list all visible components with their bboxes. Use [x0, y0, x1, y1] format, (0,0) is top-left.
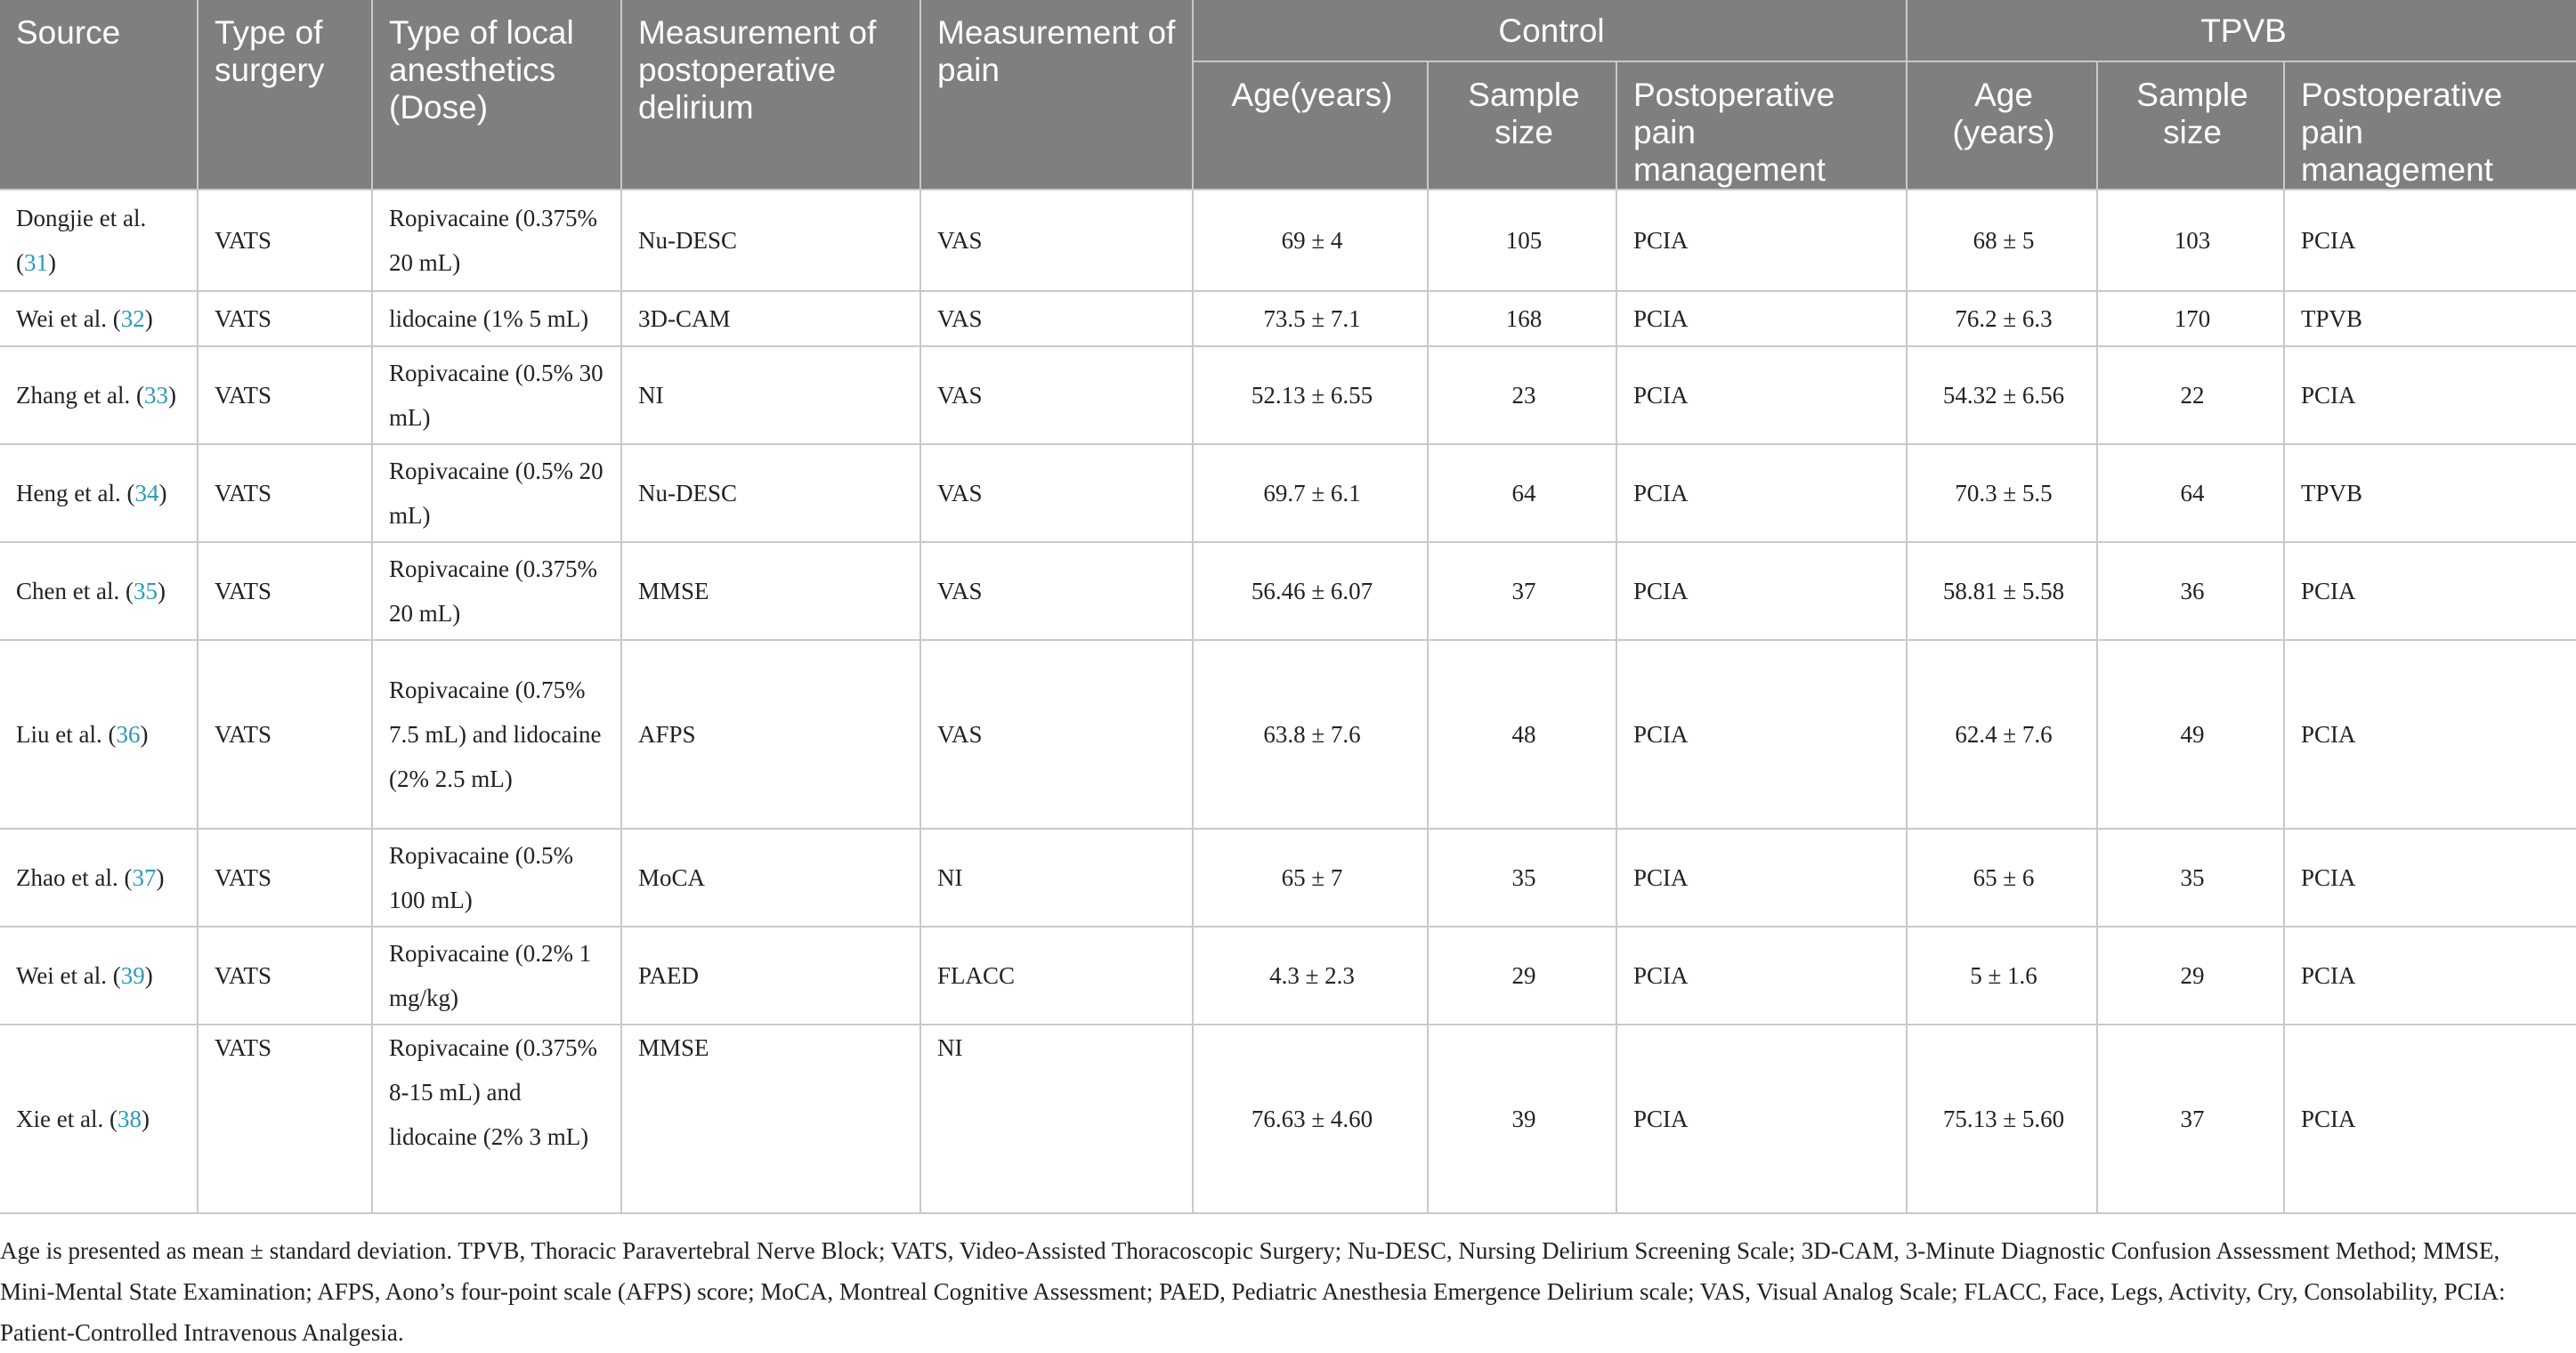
- tpvb-sample-size-cell: 29: [2097, 927, 2284, 1025]
- tpvb-age-cell: 5 ± 1.6: [1907, 927, 2097, 1025]
- delirium-measure-cell: NI: [621, 346, 920, 444]
- source-cell: Dongjie et al. (31): [0, 190, 198, 291]
- tpvb-pain-management-cell: PCIA: [2284, 542, 2576, 640]
- header-tpvb-sample-size: Sample size: [2097, 61, 2284, 190]
- header-control-sample-size: Sample size: [1428, 61, 1616, 190]
- control-sample-size-cell: 29: [1428, 927, 1616, 1025]
- surgery-type-cell: VATS: [198, 444, 372, 542]
- pain-measure-cell: VAS: [920, 190, 1193, 291]
- source-author: Heng et al.: [16, 480, 121, 506]
- source-author: Zhang et al.: [16, 382, 131, 409]
- pain-measure-cell: VAS: [920, 291, 1193, 346]
- tpvb-pain-management-cell: TPVB: [2284, 444, 2576, 542]
- reference-link[interactable]: 33: [143, 382, 168, 409]
- source-author: Wei et al.: [16, 962, 108, 989]
- header-measurement-pain: Measurement of pain: [920, 0, 1193, 190]
- control-sample-size-cell: 23: [1428, 346, 1616, 444]
- source-cell: Liu et al. (36): [0, 640, 198, 829]
- control-sample-size-cell: 48: [1428, 640, 1616, 829]
- tpvb-pain-management-cell: PCIA: [2284, 829, 2576, 927]
- anesthetic-cell: Ropivacaine (0.375% 20 mL): [372, 190, 621, 291]
- anesthetic-cell: Ropivacaine (0.375% 8-15 mL) and lidocaine (2% 3 mL): [372, 1025, 621, 1213]
- tpvb-sample-size-cell: 36: [2097, 542, 2284, 640]
- reference-link[interactable]: 38: [117, 1106, 142, 1132]
- header-tpvb-age: Age (years): [1907, 61, 2097, 190]
- header-group-tpvb: TPVB: [1907, 0, 2576, 61]
- anesthetic-cell: Ropivacaine (0.75% 7.5 mL) and lidocaine (2% 2.5 mL): [372, 640, 621, 829]
- delirium-measure-cell: MMSE: [621, 1025, 920, 1213]
- tpvb-sample-size-cell: 22: [2097, 346, 2284, 444]
- control-pain-management-cell: PCIA: [1616, 542, 1907, 640]
- tpvb-age-cell: 76.2 ± 6.3: [1907, 291, 2097, 346]
- anesthetic-cell: Ropivacaine (0.5% 30 mL): [372, 346, 621, 444]
- tpvb-sample-size-cell: 35: [2097, 829, 2284, 927]
- delirium-measure-cell: Nu-DESC: [621, 190, 920, 291]
- tpvb-sample-size-cell: 49: [2097, 640, 2284, 829]
- surgery-type-cell: VATS: [198, 1025, 372, 1213]
- control-age-cell: 69 ± 4: [1193, 190, 1428, 291]
- anesthetic-cell: Ropivacaine (0.5% 100 mL): [372, 829, 621, 927]
- control-age-cell: 63.8 ± 7.6: [1193, 640, 1428, 829]
- control-sample-size-cell: 39: [1428, 1025, 1616, 1213]
- header-tpvb-pain-management: Postoperative pain management: [2284, 61, 2576, 190]
- tpvb-pain-management-cell: TPVB: [2284, 291, 2576, 346]
- anesthetic-cell: Ropivacaine (0.2% 1 mg/kg): [372, 927, 621, 1025]
- table-footnote: Age is presented as mean ± standard deviation. TPVB, Thoracic Paravertebral Nerve Block; VATS, Video-Assisted Thoracoscopic Surgery; Nu-DESC, Nursing Delirium Screening Scale; 3D-CAM, 3-Minute Diagnostic Confusion Assessment Method; MMSE, Mini-Mental State Examination; AFPS, Aono’s four-point scale (AFPS) score; MoCA, Montreal Cognitive Assessment; PAED, Pediatric Anesthesia Emergence Delirium scale; VAS, Visual Analog Scale; FLACC, Face, Legs, Activity, Cry, Consolability, PCIA: Patient-Controlled Intravenous Analgesia.: [0, 1237, 2506, 1346]
- header-source: Source: [0, 0, 198, 190]
- source-cell: Xie et al. (38): [0, 1025, 198, 1213]
- control-pain-management-cell: PCIA: [1616, 927, 1907, 1025]
- source-author: Xie et al.: [16, 1106, 104, 1132]
- anesthetic-cell: lidocaine (1% 5 mL): [372, 291, 621, 346]
- source-cell: Zhang et al. (33): [0, 346, 198, 444]
- delirium-measure-cell: Nu-DESC: [621, 444, 920, 542]
- table-row: [0, 291, 2576, 346]
- surgery-type-cell: VATS: [198, 640, 372, 829]
- pain-measure-cell: VAS: [920, 542, 1193, 640]
- control-pain-management-cell: PCIA: [1616, 444, 1907, 542]
- control-age-cell: 69.7 ± 6.1: [1193, 444, 1428, 542]
- source-author: Chen et al.: [16, 578, 120, 604]
- control-pain-management-cell: PCIA: [1616, 829, 1907, 927]
- control-pain-management-cell: PCIA: [1616, 346, 1907, 444]
- reference-link[interactable]: 31: [24, 249, 48, 276]
- control-age-cell: 52.13 ± 6.55: [1193, 346, 1428, 444]
- surgery-type-cell: VATS: [198, 190, 372, 291]
- control-pain-management-cell: PCIA: [1616, 291, 1907, 346]
- tpvb-sample-size-cell: 64: [2097, 444, 2284, 542]
- control-age-cell: 65 ± 7: [1193, 829, 1428, 927]
- table-row: [0, 927, 2576, 1025]
- tpvb-sample-size-cell: 103: [2097, 190, 2284, 291]
- header-control-pain-management: Postoperative pain management: [1616, 61, 1907, 190]
- delirium-measure-cell: MoCA: [621, 829, 920, 927]
- control-sample-size-cell: 64: [1428, 444, 1616, 542]
- tpvb-pain-management-cell: PCIA: [2284, 346, 2576, 444]
- source-author: Dongjie et al.: [16, 205, 147, 231]
- delirium-measure-cell: MMSE: [621, 542, 920, 640]
- pain-measure-cell: VAS: [920, 444, 1193, 542]
- table-row: [0, 542, 2576, 640]
- tpvb-sample-size-cell: 170: [2097, 291, 2284, 346]
- surgery-type-cell: VATS: [198, 291, 372, 346]
- source-author: Wei et al.: [16, 305, 108, 332]
- tpvb-age-cell: 65 ± 6: [1907, 829, 2097, 927]
- tpvb-sample-size-cell: 37: [2097, 1025, 2284, 1213]
- control-age-cell: 73.5 ± 7.1: [1193, 291, 1428, 346]
- surgery-type-cell: VATS: [198, 927, 372, 1025]
- delirium-measure-cell: AFPS: [621, 640, 920, 829]
- source-cell: Chen et al. (35): [0, 542, 198, 640]
- tpvb-age-cell: 70.3 ± 5.5: [1907, 444, 2097, 542]
- pain-measure-cell: FLACC: [920, 927, 1193, 1025]
- anesthetic-cell: Ropivacaine (0.5% 20 mL): [372, 444, 621, 542]
- table-row: [0, 346, 2576, 444]
- delirium-measure-cell: PAED: [621, 927, 920, 1025]
- tpvb-age-cell: 68 ± 5: [1907, 190, 2097, 291]
- table-row: [0, 190, 2576, 291]
- source-author: Zhao et al.: [16, 864, 118, 891]
- control-sample-size-cell: 37: [1428, 542, 1616, 640]
- reference-link[interactable]: 36: [116, 721, 141, 748]
- control-pain-management-cell: PCIA: [1616, 190, 1907, 291]
- control-sample-size-cell: 105: [1428, 190, 1616, 291]
- reference-link[interactable]: 35: [133, 578, 158, 604]
- table-row: [0, 1025, 2576, 1213]
- header-group-control: Control: [1193, 0, 1907, 61]
- pain-measure-cell: VAS: [920, 346, 1193, 444]
- tpvb-age-cell: 58.81 ± 5.58: [1907, 542, 2097, 640]
- surgery-type-cell: VATS: [198, 829, 372, 927]
- control-age-cell: 76.63 ± 4.60: [1193, 1025, 1428, 1213]
- surgery-type-cell: VATS: [198, 346, 372, 444]
- tpvb-age-cell: 62.4 ± 7.6: [1907, 640, 2097, 829]
- pain-measure-cell: NI: [920, 1025, 1193, 1213]
- control-age-cell: 56.46 ± 6.07: [1193, 542, 1428, 640]
- reference-link[interactable]: 34: [134, 480, 159, 506]
- header-measurement-delirium: Measurement of postoperative delirium: [621, 0, 920, 190]
- control-pain-management-cell: PCIA: [1616, 640, 1907, 829]
- source-cell: Wei et al. (39): [0, 927, 198, 1025]
- tpvb-pain-management-cell: PCIA: [2284, 640, 2576, 829]
- tpvb-age-cell: 75.13 ± 5.60: [1907, 1025, 2097, 1213]
- header-type-of-surgery: Type of surgery: [198, 0, 372, 190]
- surgery-type-cell: VATS: [198, 542, 372, 640]
- header-type-of-anesthetics: Type of local anesthetics (Dose): [372, 0, 621, 190]
- table-row: [0, 829, 2576, 927]
- reference-link[interactable]: 39: [120, 962, 145, 989]
- control-sample-size-cell: 168: [1428, 291, 1616, 346]
- delirium-measure-cell: 3D-CAM: [621, 291, 920, 346]
- pain-measure-cell: VAS: [920, 640, 1193, 829]
- tpvb-pain-management-cell: PCIA: [2284, 1025, 2576, 1213]
- table-row: [0, 444, 2576, 542]
- header-control-age: Age(years): [1193, 61, 1428, 190]
- table-row: [0, 640, 2576, 829]
- tpvb-age-cell: 54.32 ± 6.56: [1907, 346, 2097, 444]
- tpvb-pain-management-cell: PCIA: [2284, 190, 2576, 291]
- reference-link[interactable]: 32: [120, 305, 145, 332]
- control-age-cell: 4.3 ± 2.3: [1193, 927, 1428, 1025]
- reference-link[interactable]: 37: [132, 864, 157, 891]
- control-pain-management-cell: PCIA: [1616, 1025, 1907, 1213]
- control-sample-size-cell: 35: [1428, 829, 1616, 927]
- pain-measure-cell: NI: [920, 829, 1193, 927]
- source-cell: Heng et al. (34): [0, 444, 198, 542]
- source-cell: Wei et al. (32): [0, 291, 198, 346]
- source-author: Liu et al.: [16, 721, 102, 748]
- source-cell: Zhao et al. (37): [0, 829, 198, 927]
- anesthetic-cell: Ropivacaine (0.375% 20 mL): [372, 542, 621, 640]
- tpvb-pain-management-cell: PCIA: [2284, 927, 2576, 1025]
